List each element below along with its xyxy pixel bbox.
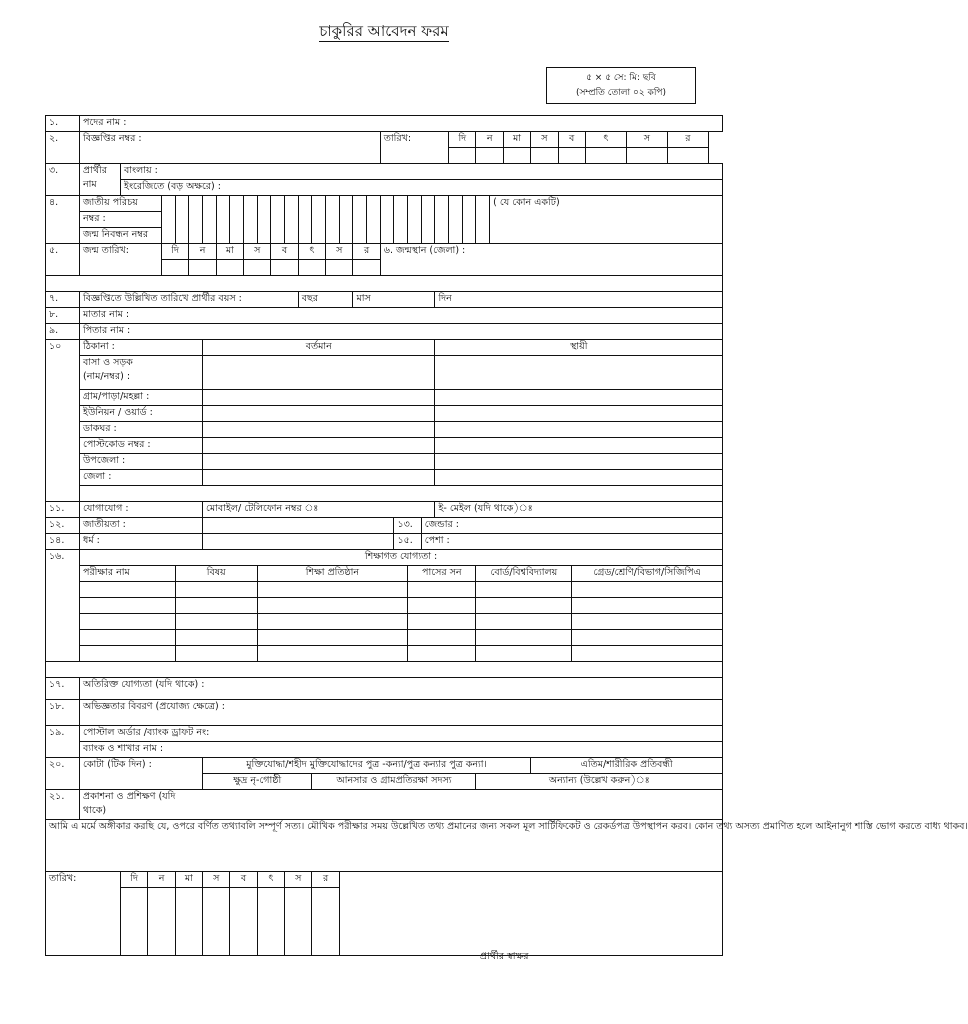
education-cell[interactable] (476, 582, 572, 598)
address-label: ঠিকানা : (80, 340, 203, 356)
footer-date-box-input[interactable] (203, 888, 230, 956)
nid-digit-box[interactable] (326, 196, 340, 244)
nid-label-2: নম্বর : (80, 212, 162, 228)
nid-digit-box[interactable] (298, 196, 312, 244)
education-column-header: পরীক্ষার নাম (80, 566, 176, 582)
nid-digit-box[interactable] (339, 196, 353, 244)
education-cell[interactable] (408, 646, 476, 662)
date-box-input[interactable] (476, 148, 503, 164)
footer-date-box-input[interactable] (257, 888, 284, 956)
address-item-label: গ্রাম/পাড়া/মহল্লা : (80, 390, 203, 406)
gender-field[interactable]: জেন্ডার : (421, 518, 722, 534)
date-box-label: ন (476, 132, 503, 148)
experience-field[interactable]: অভিজ্ঞতার বিবরণ (প্রযোজ্য ক্ষেত্রে) : (80, 700, 723, 726)
education-cell[interactable] (175, 598, 257, 614)
address-item-label: ডাকঘর : (80, 422, 203, 438)
quota-other[interactable]: অন্যান্য (উল্লেখ করুন)ঃ (476, 774, 723, 790)
permanent-address-input[interactable] (435, 438, 723, 454)
religion-label: ধর্ম : (80, 534, 203, 550)
date-box-input[interactable] (667, 148, 708, 164)
nid-digit-box[interactable] (353, 196, 367, 244)
date-box-input[interactable] (503, 148, 530, 164)
dob-box-label: স (244, 244, 271, 260)
dob-box-input[interactable] (162, 260, 189, 276)
address-item-label: ইউনিয়ন / ওয়ার্ড : (80, 406, 203, 422)
education-cell[interactable] (257, 598, 407, 614)
name-english-field[interactable]: ইংরেজিতে (বড় অক্ষরে) : (121, 180, 723, 196)
num-cell: ১৯. (46, 726, 80, 758)
name-bangla-field[interactable]: বাংলায় : (121, 164, 723, 180)
present-address-input[interactable] (203, 406, 435, 422)
nationality-label: জাতীয়তা : (80, 518, 203, 534)
address-house-label (80, 356, 203, 390)
form-title: চাকুরির আবেদন ফরম (319, 22, 449, 40)
present-address-header: বর্তমান (203, 340, 435, 356)
bank-branch-field[interactable]: ব্যাংক ও শাখার নাম : (80, 742, 723, 758)
education-cell[interactable] (175, 646, 257, 662)
nid-digit-box[interactable] (476, 196, 490, 244)
dob-box-label: মা (216, 244, 243, 260)
education-cell[interactable] (80, 630, 176, 646)
education-cell[interactable] (80, 598, 176, 614)
nid-digit-box[interactable] (203, 196, 217, 244)
education-header: শিক্ষাগত যোগ্যতা : (80, 550, 723, 566)
date-box-input[interactable] (585, 148, 626, 164)
num-cell: ১৪. (46, 534, 80, 550)
mobile-field[interactable]: মোবাইল/ টেলিফোন নম্বর ঃ (203, 502, 435, 518)
education-cell[interactable] (572, 630, 723, 646)
num-cell: ১৩. (394, 518, 421, 534)
application-form-table (45, 115, 968, 956)
footer-date-box-label: দি (121, 872, 148, 888)
permanent-address-input[interactable] (435, 454, 723, 470)
date-box-label: স (531, 132, 558, 148)
nationality-input[interactable] (203, 518, 394, 534)
education-cell[interactable] (80, 582, 176, 598)
footer-date-box-label: ৎ (257, 872, 284, 888)
nid-digit-box[interactable] (189, 196, 203, 244)
education-cell[interactable] (572, 614, 723, 630)
num-cell: ৩. (46, 164, 80, 196)
dob-box-input[interactable] (298, 260, 325, 276)
quota-orphan-disabled[interactable]: এতিম/শারীরিক প্রতিবন্ধী (531, 758, 723, 774)
age-day-field[interactable]: দিন (435, 292, 723, 308)
address-item-label: জেলা : (80, 470, 203, 486)
footer-date-label: তারিখ: (46, 872, 121, 956)
date-box-label: ৎ (585, 132, 626, 148)
nid-digit-box[interactable] (408, 196, 422, 244)
education-cell[interactable] (476, 630, 572, 646)
education-cell[interactable] (257, 614, 407, 630)
name-label-bottom: নাম (83, 179, 97, 190)
date-box-label: স (626, 132, 667, 148)
birthplace-field[interactable]: ৬. জন্মস্থান (জেলা) : (380, 244, 722, 276)
mother-name-field[interactable]: মাতার নাম : (80, 308, 723, 324)
quota-ansar[interactable]: আনসার ও গ্রামপ্রতিরক্ষা সদস্য (312, 774, 476, 790)
education-cell[interactable] (408, 614, 476, 630)
nid-digit-box[interactable] (421, 196, 435, 244)
date-box-input[interactable] (449, 148, 476, 164)
spacer (46, 276, 723, 292)
dob-box-input[interactable] (271, 260, 298, 276)
education-cell[interactable] (175, 614, 257, 630)
num-cell: ১২. (46, 518, 80, 534)
date-box-input[interactable] (531, 148, 558, 164)
footer-date-box-label: ব (230, 872, 257, 888)
address-item-label: পোস্টকোড নম্বর : (80, 438, 203, 454)
num-cell: ১৭. (46, 678, 80, 700)
present-address-input[interactable] (203, 438, 435, 454)
footer-date-box-label: ন (148, 872, 175, 888)
quota-label: কোটা (টিক দিন) : (80, 758, 203, 790)
education-cell[interactable] (408, 582, 476, 598)
num-cell: ২০. (46, 758, 80, 790)
date-box-label: র (667, 132, 708, 148)
nid-digit-box[interactable] (175, 196, 189, 244)
name-label-top: প্রার্থীর (83, 165, 107, 176)
education-column-header: বিষয় (175, 566, 257, 582)
nid-digit-box[interactable] (244, 196, 258, 244)
house-number: (নাম/নম্বর) : (83, 371, 131, 382)
signature-area[interactable] (339, 872, 722, 956)
date-box-input[interactable] (558, 148, 585, 164)
email-field[interactable]: ই- মেইল (যদি থাকে)ঃ (435, 502, 723, 518)
education-cell[interactable] (257, 630, 407, 646)
footer-date-box-label: মা (175, 872, 202, 888)
education-cell[interactable] (257, 646, 407, 662)
education-column-header: পাসের সন (408, 566, 476, 582)
education-column-header: শিক্ষা প্রতিষ্ঠান (257, 566, 407, 582)
education-cell[interactable] (408, 598, 476, 614)
dob-box-label: ন (189, 244, 216, 260)
footer-date-box-input[interactable] (312, 888, 339, 956)
num-cell: ১৬. (46, 550, 80, 662)
declaration-text: আমি এ মর্মে অঙ্গীকার করছি যে, ওপরে বর্ণিত তথ্যাবলি সম্পূর্ণ সত্য। মৌখিক পরীক্ষার সময় উল্লেখিত তথ্য প্রমানের জন্য সকল মূল সার্টিফিকেট ও রেকর্ডপত্র উপস্থাপন করব। কোন তথ্য অসত্য প্রমাণিত হলে আইনানুগ শাস্তি ভোগ করতে বাধ্য থাকব। (46, 820, 723, 872)
spacer (46, 662, 723, 678)
nid-digit-box[interactable] (449, 196, 463, 244)
education-cell[interactable] (80, 646, 176, 662)
dob-box-input[interactable] (244, 260, 271, 276)
num-cell: ১. (46, 116, 80, 132)
footer-date-box-input[interactable] (230, 888, 257, 956)
religion-input[interactable] (203, 534, 394, 550)
nid-digit-box[interactable] (285, 196, 299, 244)
num-cell: ৮. (46, 308, 80, 324)
dob-box-label: ৎ (298, 244, 325, 260)
applicant-name-label (80, 164, 121, 196)
permanent-address-header: স্থায়ী (435, 340, 723, 356)
present-address-input[interactable] (203, 356, 435, 390)
nid-digit-box[interactable] (435, 196, 449, 244)
present-address-input[interactable] (203, 454, 435, 470)
present-address-input[interactable] (203, 390, 435, 406)
pub-label-2: থাকে) (83, 805, 107, 816)
postal-order-field[interactable]: পোস্টাল অর্ডার /ব্যাংক ড্রাফট নং: (80, 726, 723, 742)
footer-date-box-label: র (312, 872, 339, 888)
occupation-field[interactable]: পেশা : (421, 534, 722, 550)
contact-label: যোগাযোগ : (80, 502, 203, 518)
present-address-input[interactable] (203, 422, 435, 438)
dob-box-input[interactable] (189, 260, 216, 276)
father-name-field[interactable]: পিতার নাম : (80, 324, 723, 340)
dob-label: জন্ম তারিখ: (80, 244, 162, 276)
signature-label: প্রার্থীর স্বাক্ষর (480, 951, 529, 962)
education-cell[interactable] (476, 646, 572, 662)
dob-box-label: র (353, 244, 380, 260)
education-cell[interactable] (572, 646, 723, 662)
permanent-address-input[interactable] (435, 422, 723, 438)
education-cell[interactable] (572, 598, 723, 614)
permanent-address-input[interactable] (435, 356, 723, 390)
education-column-header: গ্রেড/শ্রেণি/বিভাগ/সিজিপিএ (572, 566, 723, 582)
num-cell: ১০ (46, 340, 80, 502)
footer-date-box-input[interactable] (148, 888, 175, 956)
post-name-field[interactable]: পদের নাম : (80, 116, 723, 132)
education-cell[interactable] (175, 630, 257, 646)
num-cell: ১৮. (46, 700, 80, 726)
education-cell[interactable] (80, 614, 176, 630)
dob-box-input[interactable] (353, 260, 380, 276)
nid-digit-box[interactable] (271, 196, 285, 244)
education-cell[interactable] (257, 582, 407, 598)
quota-ethnic[interactable]: ক্ষুদ্র নৃ-গোষ্ঠী (203, 774, 312, 790)
num-cell: ৫. (46, 244, 80, 276)
house-road: বাসা ও সড়ক (83, 357, 133, 368)
num-cell: ২১. (46, 790, 80, 820)
education-cell[interactable] (572, 582, 723, 598)
nid-label: জাতীয় পরিচয় (80, 196, 162, 212)
quota-freedom-fighter[interactable]: মুক্তিযোদ্ধা/শহীদ মুক্তিযোদ্ধাদের পুত্র -কন্যা/পুত্র কন্যার পুত্র কন্যা। (203, 758, 531, 774)
nid-digit-box[interactable] (380, 196, 394, 244)
footer-date-box-input[interactable] (285, 888, 312, 956)
date-box-input[interactable] (626, 148, 667, 164)
nid-digit-box[interactable] (462, 196, 476, 244)
permanent-address-input[interactable] (435, 390, 723, 406)
dob-box-input[interactable] (216, 260, 243, 276)
spacer (80, 486, 723, 502)
education-cell[interactable] (175, 582, 257, 598)
circular-date-label: তারিখ: (380, 132, 448, 164)
nid-digit-box[interactable] (257, 196, 271, 244)
dob-box-input[interactable] (326, 260, 353, 276)
num-cell: ৭. (46, 292, 80, 308)
date-box-label: দি (449, 132, 476, 148)
dob-box-label: ব (271, 244, 298, 260)
footer-date-box-label: স (203, 872, 230, 888)
num-cell: ২. (46, 132, 80, 164)
nid-digit-box[interactable] (312, 196, 326, 244)
permanent-address-input[interactable] (435, 406, 723, 422)
footer-date-box-input[interactable] (121, 888, 148, 956)
pub-label-1: প্রকাশনা ও প্রশিক্ষণ (যদি (83, 791, 176, 802)
photo-box (546, 67, 696, 104)
photo-size-text: ৫ × ৫ সে: মি: ছবি (586, 73, 656, 83)
age-year-field[interactable]: বছর (298, 292, 353, 308)
num-cell: ১৫. (394, 534, 421, 550)
date-box-label: মা (503, 132, 530, 148)
education-cell[interactable] (476, 598, 572, 614)
dob-box-label: স (326, 244, 353, 260)
circular-number-field[interactable]: বিজ্ঞপ্তির নম্বর : (80, 132, 381, 164)
num-cell: ১১. (46, 502, 80, 518)
nid-digit-box[interactable] (230, 196, 244, 244)
photo-note-text: (সম্প্রতি তোলা ০২ কপি) (575, 88, 667, 98)
nid-digit-box[interactable] (394, 196, 408, 244)
nid-digit-box[interactable] (216, 196, 230, 244)
num-cell: ৪. (46, 196, 80, 244)
age-label: বিজ্ঞপ্তিতে উল্লিখিত তারিখে প্রার্থীর বয়স : (80, 292, 299, 308)
permanent-address-input[interactable] (435, 470, 723, 486)
address-item-label: উপজেলা : (80, 454, 203, 470)
age-month-field[interactable]: মাস (353, 292, 435, 308)
education-cell[interactable] (476, 614, 572, 630)
nid-note: ( যে কোন একটি) (490, 196, 723, 244)
num-cell: ৯. (46, 324, 80, 340)
footer-date-box-input[interactable] (175, 888, 202, 956)
footer-date-box-label: স (285, 872, 312, 888)
additional-qualification-field[interactable]: অতিরিক্ত যোগ্যতা (যদি থাকে) : (80, 678, 723, 700)
present-address-input[interactable] (203, 470, 435, 486)
dob-box-label: দি (162, 244, 189, 260)
education-column-header: বোর্ড/বিশ্ববিদ্যালয় (476, 566, 572, 582)
publication-training-field[interactable] (80, 790, 723, 820)
date-box-label: ব (558, 132, 585, 148)
birth-reg-label: জন্ম নিবন্ধন নম্বর (80, 228, 162, 244)
education-cell[interactable] (408, 630, 476, 646)
nid-digit-box[interactable] (367, 196, 381, 244)
nid-digit-box[interactable] (162, 196, 176, 244)
